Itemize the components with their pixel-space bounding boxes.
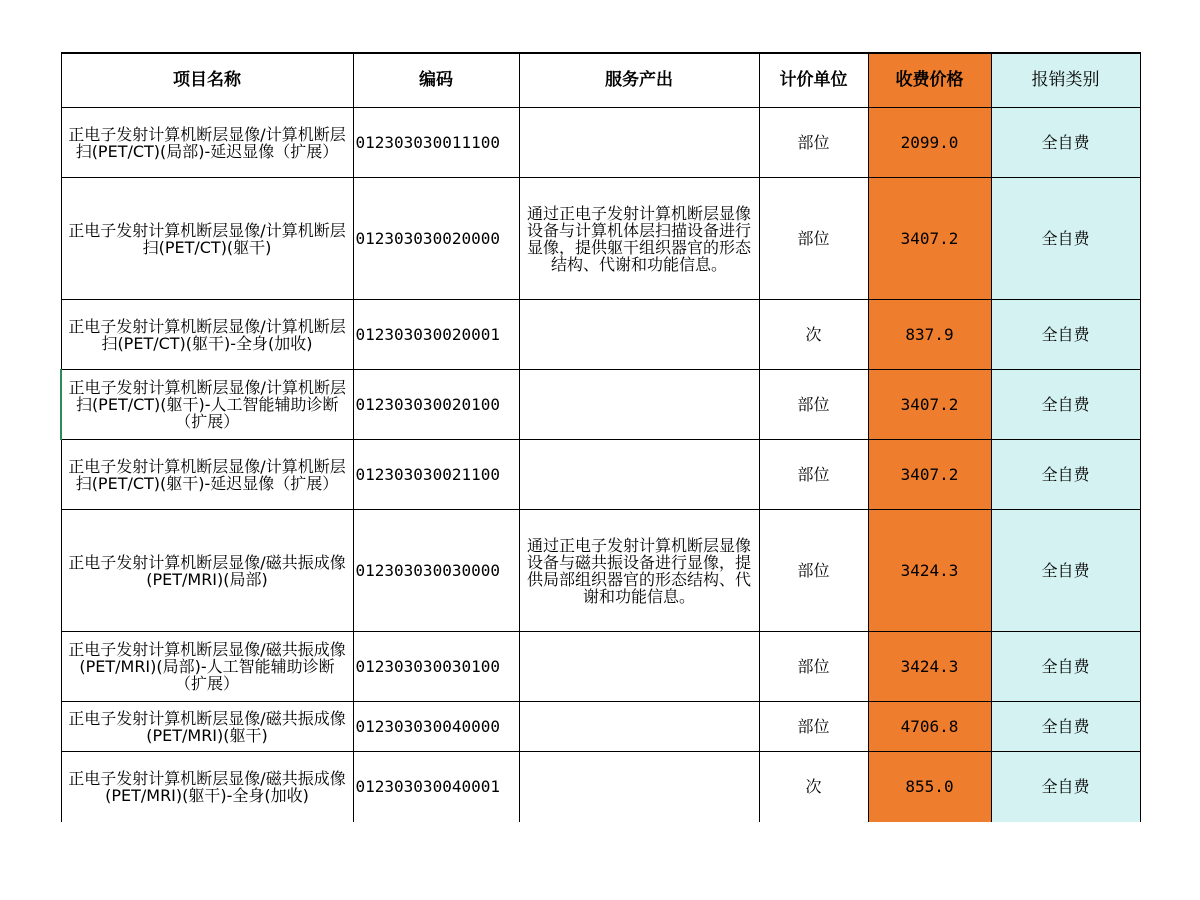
table-row bbox=[61, 300, 1140, 370]
cell-unit[interactable]: 部位 bbox=[759, 370, 868, 440]
cell-category[interactable]: 全自费 bbox=[991, 632, 1140, 702]
header-service[interactable]: 服务产出 bbox=[519, 53, 759, 108]
header-name[interactable]: 项目名称 bbox=[61, 53, 353, 108]
cell-name[interactable]: 正电子发射计算机断层显像/磁共振成像(PET/MRI)(局部)-人工智能辅助诊断（扩展） bbox=[61, 632, 353, 702]
cell-price[interactable]: 837.9 bbox=[868, 300, 991, 370]
cell-price[interactable]: 3407.2 bbox=[868, 370, 991, 440]
cell-code[interactable]: 012303030020000 bbox=[353, 178, 519, 300]
cell-service[interactable] bbox=[519, 752, 759, 822]
header-row bbox=[61, 53, 1140, 108]
cell-price[interactable]: 3424.3 bbox=[868, 632, 991, 702]
cell-name[interactable]: 正电子发射计算机断层显像/磁共振成像(PET/MRI)(局部) bbox=[61, 510, 353, 632]
header-category[interactable]: 报销类别 bbox=[991, 53, 1140, 108]
cell-price[interactable]: 3424.3 bbox=[868, 510, 991, 632]
cell-category[interactable]: 全自费 bbox=[991, 440, 1140, 510]
table-row bbox=[61, 178, 1140, 300]
cell-unit[interactable]: 次 bbox=[759, 752, 868, 822]
cell-code[interactable]: 012303030021100 bbox=[353, 440, 519, 510]
cell-service[interactable] bbox=[519, 632, 759, 702]
cell-code[interactable]: 012303030020001 bbox=[353, 300, 519, 370]
cell-price[interactable]: 3407.2 bbox=[868, 440, 991, 510]
cell-service[interactable] bbox=[519, 370, 759, 440]
cell-name[interactable]: 正电子发射计算机断层显像/磁共振成像(PET/MRI)(躯干)-全身(加收) bbox=[61, 752, 353, 822]
table-row bbox=[61, 632, 1140, 702]
table-row bbox=[61, 510, 1140, 632]
cell-code[interactable]: 012303030030100 bbox=[353, 632, 519, 702]
cell-name[interactable]: 正电子发射计算机断层显像/计算机断层扫(PET/CT)(躯干)-全身(加收) bbox=[61, 300, 353, 370]
table-row bbox=[61, 752, 1140, 822]
table-header bbox=[61, 53, 1140, 108]
table-row bbox=[61, 702, 1140, 752]
cell-price[interactable]: 855.0 bbox=[868, 752, 991, 822]
cell-service[interactable] bbox=[519, 108, 759, 178]
cell-category[interactable]: 全自费 bbox=[991, 108, 1140, 178]
header-code[interactable]: 编码 bbox=[353, 53, 519, 108]
cell-category[interactable]: 全自费 bbox=[991, 510, 1140, 632]
cell-category[interactable]: 全自费 bbox=[991, 752, 1140, 822]
cell-category[interactable]: 全自费 bbox=[991, 300, 1140, 370]
cell-name[interactable]: 正电子发射计算机断层显像/磁共振成像(PET/MRI)(躯干) bbox=[61, 702, 353, 752]
cell-service[interactable]: 通过正电子发射计算机断层显像设备与计算机体层扫描设备进行显像，提供躯干组织器官的形态结构、代谢和功能信息。 bbox=[519, 178, 759, 300]
cell-category[interactable]: 全自费 bbox=[991, 178, 1140, 300]
fee-table bbox=[60, 52, 1141, 822]
cell-name[interactable]: 正电子发射计算机断层显像/计算机断层扫(PET/CT)(躯干)-人工智能辅助诊断（扩展） bbox=[61, 370, 353, 440]
header-price[interactable]: 收费价格 bbox=[868, 53, 991, 108]
cell-service[interactable] bbox=[519, 300, 759, 370]
cell-unit[interactable]: 次 bbox=[759, 300, 868, 370]
cell-price[interactable]: 2099.0 bbox=[868, 108, 991, 178]
cell-name[interactable]: 正电子发射计算机断层显像/计算机断层扫(PET/CT)(局部)-延迟显像（扩展） bbox=[61, 108, 353, 178]
cell-name[interactable]: 正电子发射计算机断层显像/计算机断层扫(PET/CT)(躯干)-延迟显像（扩展） bbox=[61, 440, 353, 510]
cell-code[interactable]: 012303030011100 bbox=[353, 108, 519, 178]
cell-unit[interactable]: 部位 bbox=[759, 108, 868, 178]
cell-price[interactable]: 4706.8 bbox=[868, 702, 991, 752]
cell-unit[interactable]: 部位 bbox=[759, 440, 868, 510]
table-body bbox=[61, 108, 1140, 822]
cell-service[interactable] bbox=[519, 440, 759, 510]
cell-unit[interactable]: 部位 bbox=[759, 510, 868, 632]
cell-code[interactable]: 012303030040001 bbox=[353, 752, 519, 822]
cell-code[interactable]: 012303030030000 bbox=[353, 510, 519, 632]
cell-code[interactable]: 012303030020100 bbox=[353, 370, 519, 440]
cell-category[interactable]: 全自费 bbox=[991, 702, 1140, 752]
cell-category[interactable]: 全自费 bbox=[991, 370, 1140, 440]
cell-service[interactable] bbox=[519, 702, 759, 752]
cell-code[interactable]: 012303030040000 bbox=[353, 702, 519, 752]
cell-service[interactable]: 通过正电子发射计算机断层显像设备与磁共振设备进行显像，提供局部组织器官的形态结构、代谢和功能信息。 bbox=[519, 510, 759, 632]
cell-name[interactable]: 正电子发射计算机断层显像/计算机断层扫(PET/CT)(躯干) bbox=[61, 178, 353, 300]
table-row bbox=[61, 370, 1140, 440]
cell-unit[interactable]: 部位 bbox=[759, 632, 868, 702]
cell-unit[interactable]: 部位 bbox=[759, 178, 868, 300]
cell-unit[interactable]: 部位 bbox=[759, 702, 868, 752]
header-unit[interactable]: 计价单位 bbox=[759, 53, 868, 108]
table-row bbox=[61, 440, 1140, 510]
table-row bbox=[61, 108, 1140, 178]
cell-price[interactable]: 3407.2 bbox=[868, 178, 991, 300]
